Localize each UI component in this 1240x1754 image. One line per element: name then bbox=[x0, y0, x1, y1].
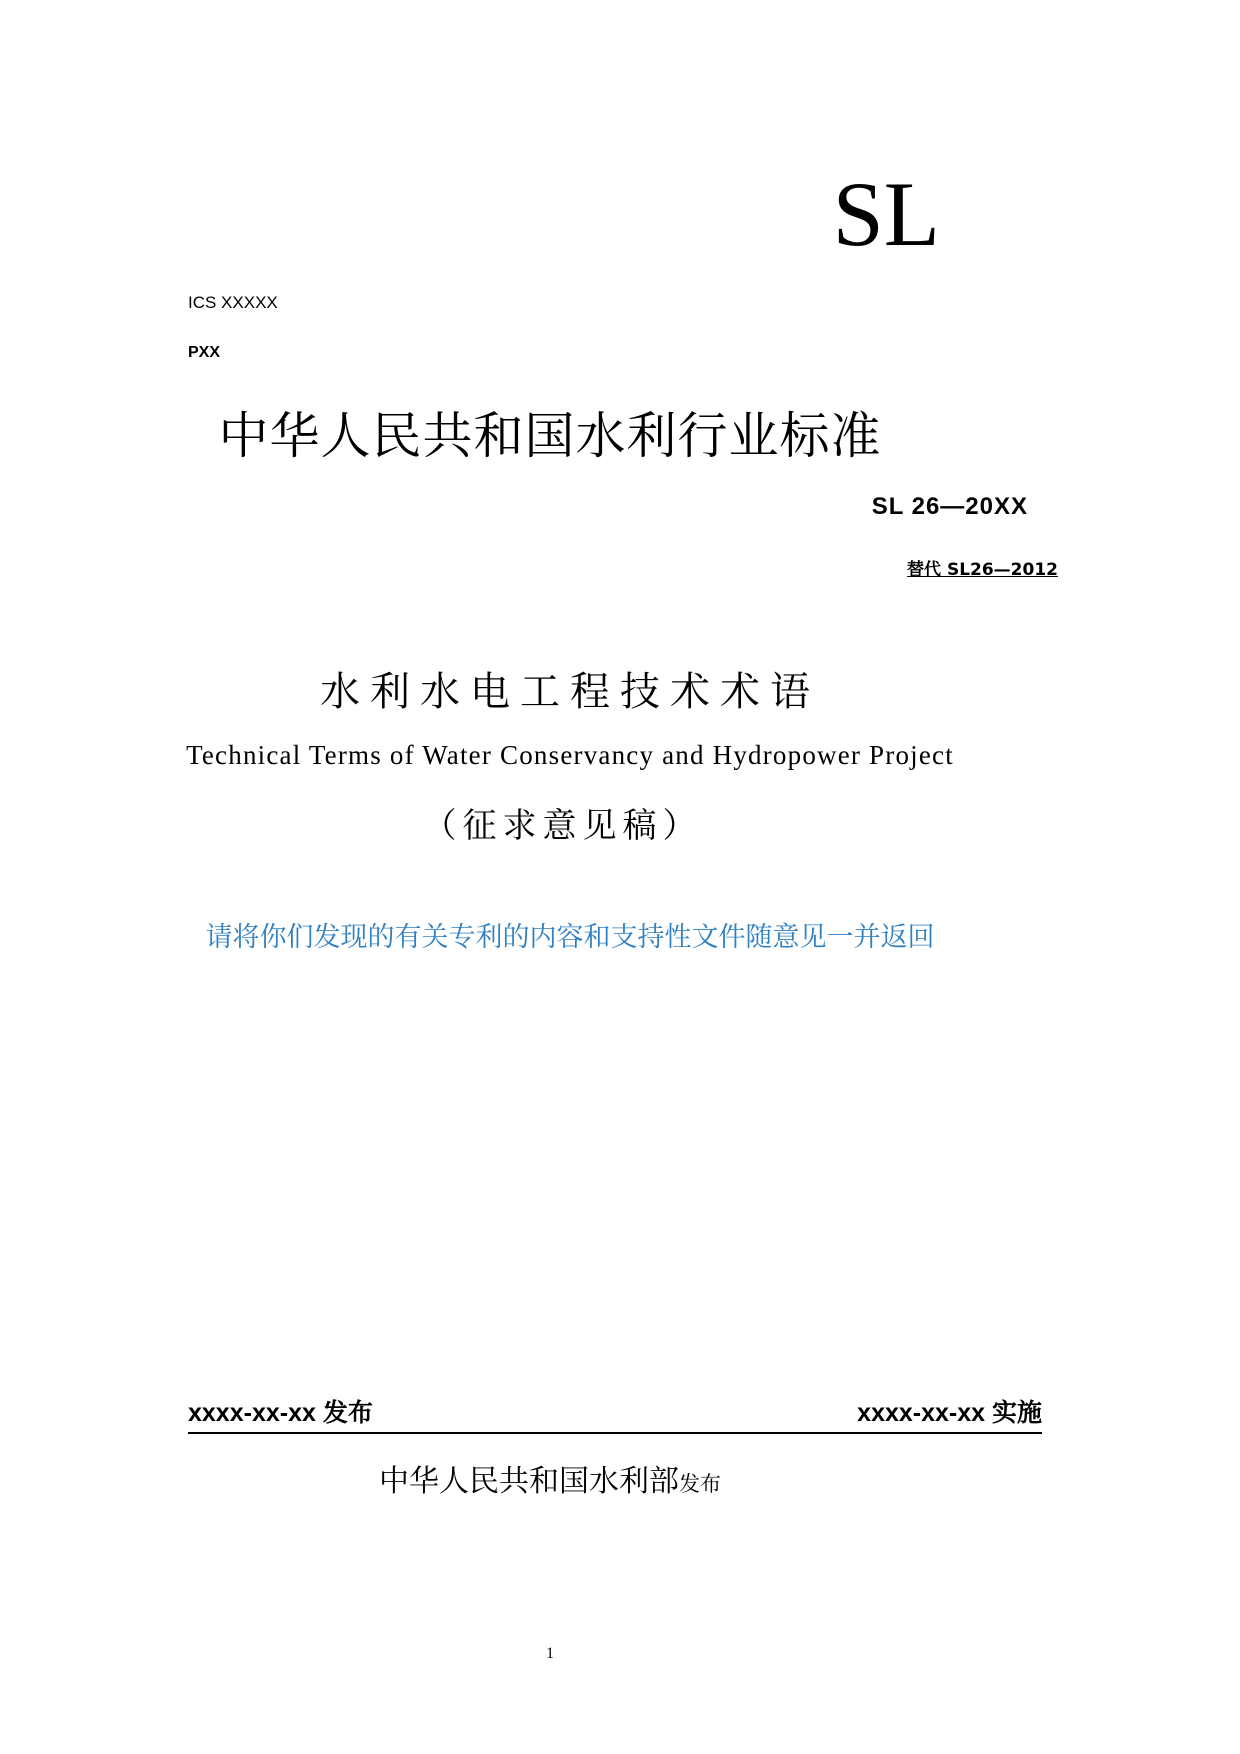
standard-number: SL 26—20XX bbox=[871, 493, 1028, 520]
classification-code: PXX bbox=[188, 344, 221, 361]
publisher-name: 中华人民共和国水利部 bbox=[379, 1464, 679, 1499]
document-title-chinese: 水利水电工程技术术语 bbox=[320, 669, 820, 715]
publisher bbox=[0, 1456, 1240, 1500]
ics-code: ICS XXXXX bbox=[188, 293, 278, 312]
patent-notice: 请将你们发现的有关专利的内容和支持性文件随意见一并返回 bbox=[205, 922, 935, 953]
industry-standard-title: 中华人民共和国水利行业标准 bbox=[218, 407, 882, 465]
publisher-suffix: 发布 bbox=[679, 1472, 721, 1496]
implementation-date: xxxx-xx-xx 实施 bbox=[857, 1399, 1042, 1427]
document-title-english: Technical Terms of Water Conservancy and Hydropower Project bbox=[186, 740, 954, 770]
date-row bbox=[188, 1392, 1042, 1434]
issue-date: xxxx-xx-xx 发布 bbox=[188, 1399, 373, 1427]
standard-mark: SL bbox=[832, 163, 940, 265]
draft-status: （征求意见稿） bbox=[422, 806, 703, 846]
replaces-standard: 替代 SL26—2012 bbox=[907, 560, 1058, 580]
page-number: 1 bbox=[546, 1645, 554, 1662]
